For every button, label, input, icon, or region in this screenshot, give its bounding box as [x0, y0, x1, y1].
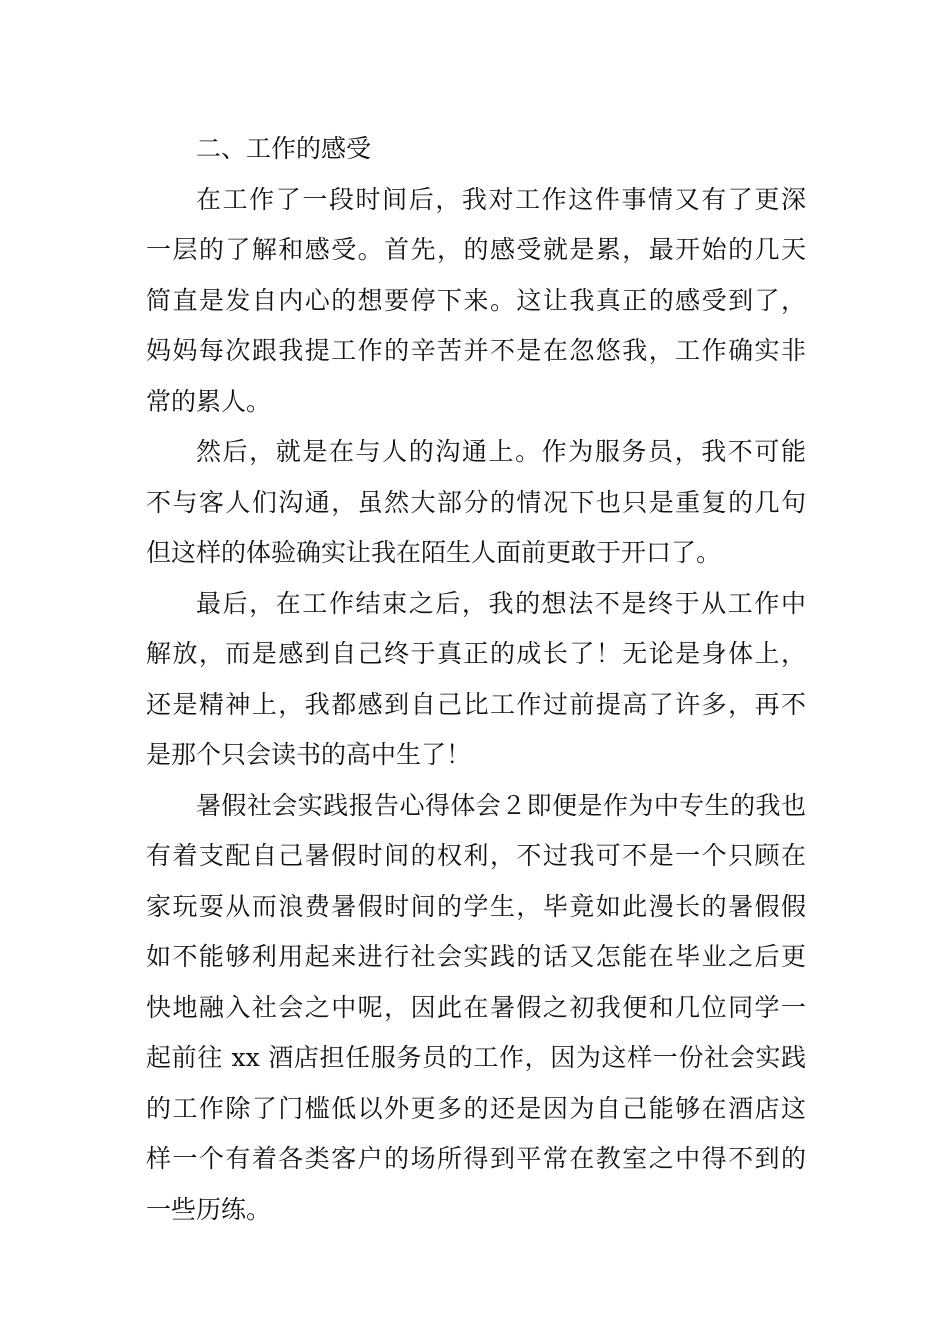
paragraph-line: 的工作除了门槛低以外更多的还是因为自己能够在酒店这 — [146, 1093, 806, 1123]
paragraph-line: 是那个只会读书的高中生了！ — [146, 740, 472, 769]
paragraph-line: 起前往 xx 酒店担任服务员的工作，因为这样一份社会实践 — [146, 1043, 806, 1072]
paragraph-line: 家玩耍从而浪费暑假时间的学生，毕竟如此漫长的暑假假 — [146, 891, 806, 921]
paragraph-line: 解放，而是感到自己终于真正的成长了！无论是身体上， — [146, 639, 806, 668]
paragraph-line: 简直是发自内心的想要停下来。这让我真正的感受到了， — [146, 285, 806, 315]
paragraph-line: 暑假社会实践报告心得体会２即便是作为中专生的我也 — [196, 790, 806, 820]
paragraph-line: 不与客人们沟通，虽然大部分的情况下也只是重复的几句 — [146, 487, 806, 517]
paragraph-line: 最后，在工作结束之后，我的想法不是终于从工作中 — [196, 588, 806, 618]
paragraph-line: 妈妈每次跟我提工作的辛苦并不是在忽悠我，工作确实非 — [146, 336, 806, 365]
paragraph — [146, 175, 806, 428]
paragraph-line: 然后，就是在与人的沟通上。作为服务员，我不可能 — [196, 437, 806, 466]
paragraph-line: 还是精神上，我都感到自己比工作过前提高了许多，再不 — [146, 689, 806, 719]
section-heading: 二、工作的感受 — [196, 134, 372, 163]
paragraph-line: 一层的了解和感受。首先，的感受就是累，最开始的几天 — [146, 235, 806, 264]
paragraph-line: 快地融入社会之中呢，因此在暑假之初我便和几位同学一 — [146, 992, 806, 1022]
document-body — [146, 124, 806, 1235]
paragraph-line: 在工作了一段时间后，我对工作这件事情又有了更深 — [196, 184, 806, 214]
paragraph-line: 有着支配自己暑假时间的权利，不过我可不是一个只顾在 — [146, 841, 806, 870]
paragraph-line: 一些历练。 — [146, 1194, 272, 1224]
paragraph — [146, 579, 806, 781]
paragraph-container — [146, 175, 806, 1236]
paragraph — [146, 781, 806, 1236]
paragraph-line: 常的累人。 — [146, 386, 272, 416]
paragraph-line: 如不能够利用起来进行社会实践的话又怎能在毕业之后更 — [146, 942, 806, 971]
paragraph-line: 样一个有着各类客户的场所得到平常在教室之中得不到的 — [146, 1144, 806, 1173]
paragraph — [146, 427, 806, 579]
paragraph-line: 但这样的体验确实让我在陌生人面前更敢于开口了。 — [146, 538, 722, 567]
